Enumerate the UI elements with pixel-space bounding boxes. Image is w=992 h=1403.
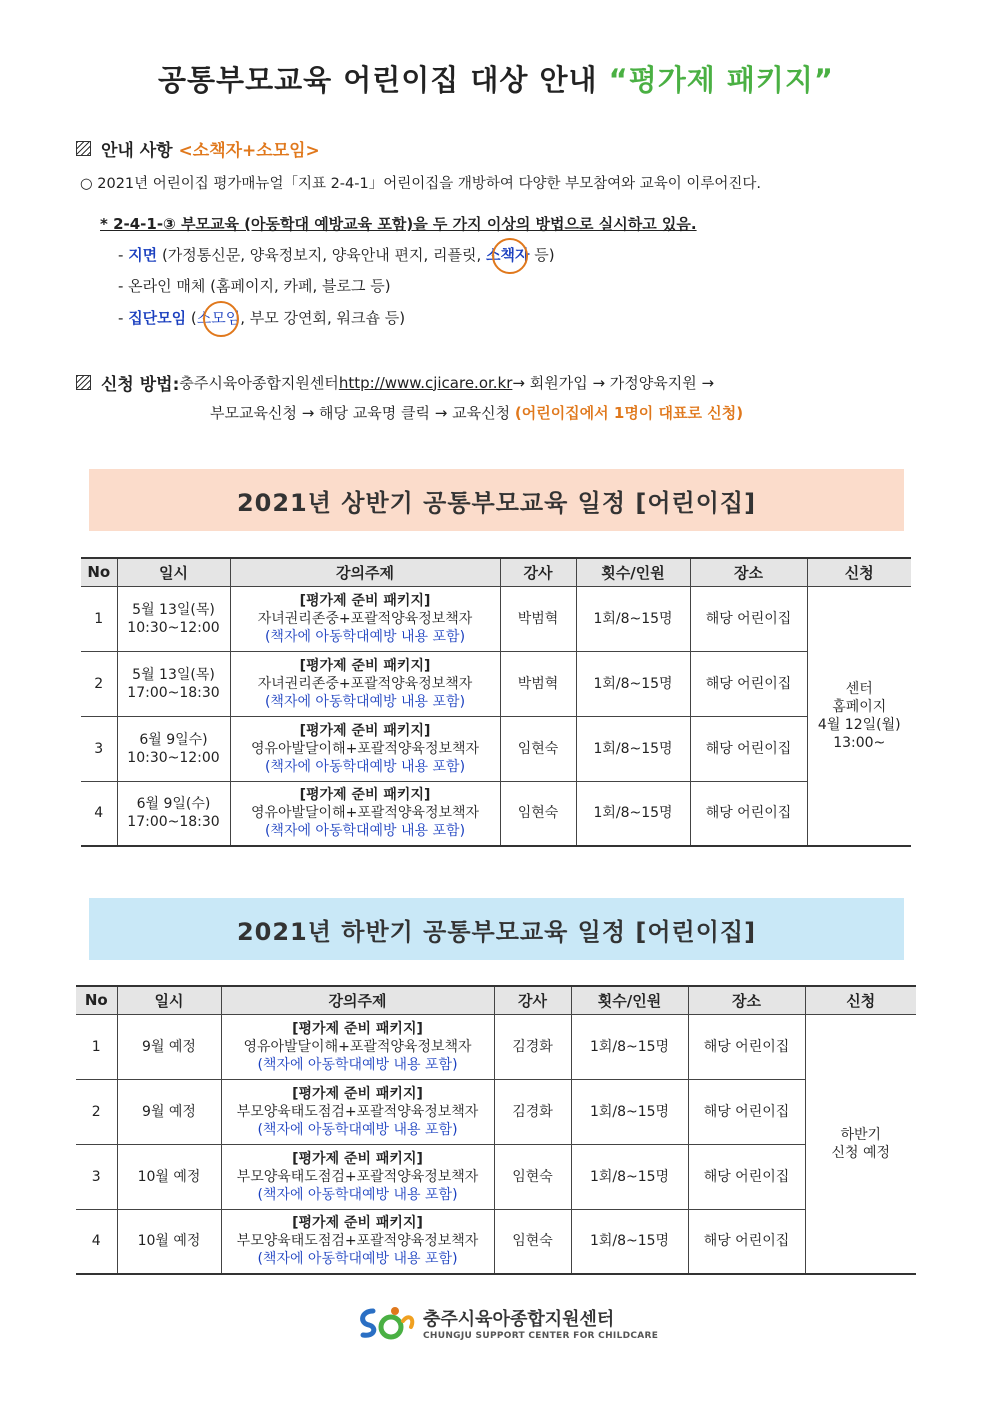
col-header-apply: 신청 [805,986,916,1014]
cell-place: 해당 어린이집 [688,1144,805,1209]
cell-teacher: 박범혁 [500,651,576,716]
table-row [76,1079,916,1144]
schedule-banner-second-half: 2021년 하반기 공통부모교육 일정 [어린이집] [89,898,904,960]
cell-date: 6월 9일(수) 17:00~18:30 [117,781,230,846]
cell-teacher: 김경화 [494,1014,571,1079]
apply-line1-rest: → 회원가입 → 가정양육지원 → [512,374,715,392]
guide-intro: ○ 2021년 어린이집 평가매뉴얼「지표 2-4-1」어린이집을 개방하여 다양한 부모참여와 교육이 이루어진다. [80,176,762,192]
cell-teacher: 임현숙 [500,716,576,781]
col-header-date: 일시 [117,986,221,1014]
cell-no: 1 [81,586,117,651]
title-accent: “평가제 패키지” [608,63,834,97]
cell-date: 9월 예정 [117,1079,221,1144]
method-item-group: - 집단모임 (소모임, 부모 강연회, 워크숍 등) [118,309,406,327]
cell-place: 해당 어린이집 [690,781,807,846]
col-header-count: 횟수/인원 [571,986,688,1014]
center-logo-icon [355,1305,417,1341]
apply-line1-text: 충주시육아종합지원센터 [179,374,339,392]
highlight-small-group: 소모임 [196,309,241,327]
table-row [76,1144,916,1209]
col-header-no: No [76,986,117,1014]
cell-count: 1회/8~15명 [576,651,690,716]
col-header-apply: 신청 [807,558,911,586]
guide-heading-accent: <소책자+소모임> [178,141,320,161]
table-row [81,651,911,716]
hatched-box-icon [76,141,91,156]
table-header-row [76,986,916,1014]
cell-place: 해당 어린이집 [690,586,807,651]
cell-no: 3 [81,716,117,781]
hatched-box-icon [76,375,91,390]
cell-count: 1회/8~15명 [576,781,690,846]
cell-no: 4 [76,1209,117,1274]
cell-topic: [평가제 준비 패키지] 부모양육태도점검+포괄적양육정보책자 (책자에 아동학대예방 내용 포함) [221,1209,494,1274]
cell-count: 1회/8~15명 [571,1144,688,1209]
method-label-group: 집단모임 [128,309,187,327]
table-row [76,1014,916,1079]
cell-teacher: 임현숙 [500,781,576,846]
col-header-topic: 강의주제 [230,558,500,586]
logo-subtitle: CHUNGJU SUPPORT CENTER FOR CHILDCARE [423,1331,659,1341]
cell-topic: [평가제 준비 패키지] 영유아발달이해+포괄적양육정보책자 (책자에 아동학대예방 내용 포함) [230,716,500,781]
method-item-online: - 온라인 매체 (홈페이지, 카페, 블로그 등) [118,277,391,295]
cell-date: 9월 예정 [117,1014,221,1079]
col-header-place: 장소 [690,558,807,586]
guide-heading-label: 안내 사항 [101,141,173,161]
apply-heading-label: 신청 방법: [101,375,180,395]
cell-topic: [평가제 준비 패키지] 부모양육태도점검+포괄적양육정보책자 (책자에 아동학대예방 내용 포함) [221,1144,494,1209]
cell-date: 10월 예정 [117,1209,221,1274]
col-header-count: 횟수/인원 [576,558,690,586]
cell-no: 2 [81,651,117,716]
table-row [81,716,911,781]
cell-count: 1회/8~15명 [571,1079,688,1144]
cell-no: 3 [76,1144,117,1209]
title-main: 공통부모교육 어린이집 대상 안내 [158,63,598,97]
cell-topic: [평가제 준비 패키지] 자녀권리존중+포괄적양육정보책자 (책자에 아동학대예방 내용 포함) [230,651,500,716]
col-header-teacher: 강사 [494,986,571,1014]
logo-name: 충주시육아종합지원센터 [423,1309,615,1330]
cell-topic: [평가제 준비 패키지] 영유아발달이해+포괄적양육정보책자 (책자에 아동학대예방 내용 포함) [230,781,500,846]
guide-heading [76,136,320,161]
method-label-print: 지면 [128,246,158,264]
cell-apply: 하반기 신청 예정 [805,1014,916,1274]
apply-note: (어린이집에서 1명이 대표로 신청) [514,404,744,422]
cell-no: 1 [76,1014,117,1079]
table-row [81,781,911,846]
cell-date: 10월 예정 [117,1144,221,1209]
highlight-booklet: 소책자 [486,246,530,264]
table-header-row [81,558,911,586]
cell-topic: [평가제 준비 패키지] 영유아발달이해+포괄적양육정보책자 (책자에 아동학대예방 내용 포함) [221,1014,494,1079]
cell-no: 4 [81,781,117,846]
cell-place: 해당 어린이집 [688,1209,805,1274]
cell-topic: [평가제 준비 패키지] 부모양육태도점검+포괄적양육정보책자 (책자에 아동학대예방 내용 포함) [221,1079,494,1144]
cell-no: 2 [76,1079,117,1144]
cell-count: 1회/8~15명 [576,586,690,651]
cell-date: 6월 9일수) 10:30~12:00 [117,716,230,781]
cell-place: 해당 어린이집 [690,651,807,716]
schedule-banner-first-half: 2021년 상반기 공통부모교육 일정 [어린이집] [89,469,904,531]
cell-teacher: 임현숙 [494,1144,571,1209]
cell-teacher: 임현숙 [494,1209,571,1274]
cell-teacher: 박범혁 [500,586,576,651]
cell-apply: 센터 홈페이지 4월 12일(월) 13:00~ [807,586,911,846]
indicator-text: * 2-4-1-③ 부모교육 (아동학대 예방교육 포함)을 두 가지 이상의 방법으로 실시하고 있음. [100,215,697,233]
center-logo [355,1305,658,1341]
apply-url-link[interactable]: http://www.cjicare.or.kr [338,373,513,392]
col-header-teacher: 강사 [500,558,576,586]
cell-teacher: 김경화 [494,1079,571,1144]
cell-topic: [평가제 준비 패키지] 자녀권리존중+포괄적양육정보책자 (책자에 아동학대예방 내용 포함) [230,586,500,651]
schedule-table-first-half [81,557,911,847]
cell-count: 1회/8~15명 [571,1209,688,1274]
cell-date: 5월 13일(목) 10:30~12:00 [117,586,230,651]
schedule-table-second-half [76,985,916,1275]
col-header-topic: 강의주제 [221,986,494,1014]
apply-heading [76,370,714,395]
cell-count: 1회/8~15명 [571,1014,688,1079]
cell-date: 5월 13일(목) 17:00~18:30 [117,651,230,716]
table-row [81,586,911,651]
cell-count: 1회/8~15명 [576,716,690,781]
page-title [0,58,992,99]
col-header-place: 장소 [688,986,805,1014]
cell-place: 해당 어린이집 [690,716,807,781]
table-row [76,1209,916,1274]
col-header-date: 일시 [117,558,230,586]
apply-line2: 부모교육신청 → 해당 교육명 클릭 → 교육신청 (어린이집에서 1명이 대표로 신청) [210,404,744,422]
col-header-no: No [81,558,117,586]
method-item-print: - 지면 (가정통신문, 양육정보지, 양육안내 편지, 리플릿, 소책자 등) [118,246,555,264]
cell-place: 해당 어린이집 [688,1079,805,1144]
cell-place: 해당 어린이집 [688,1014,805,1079]
